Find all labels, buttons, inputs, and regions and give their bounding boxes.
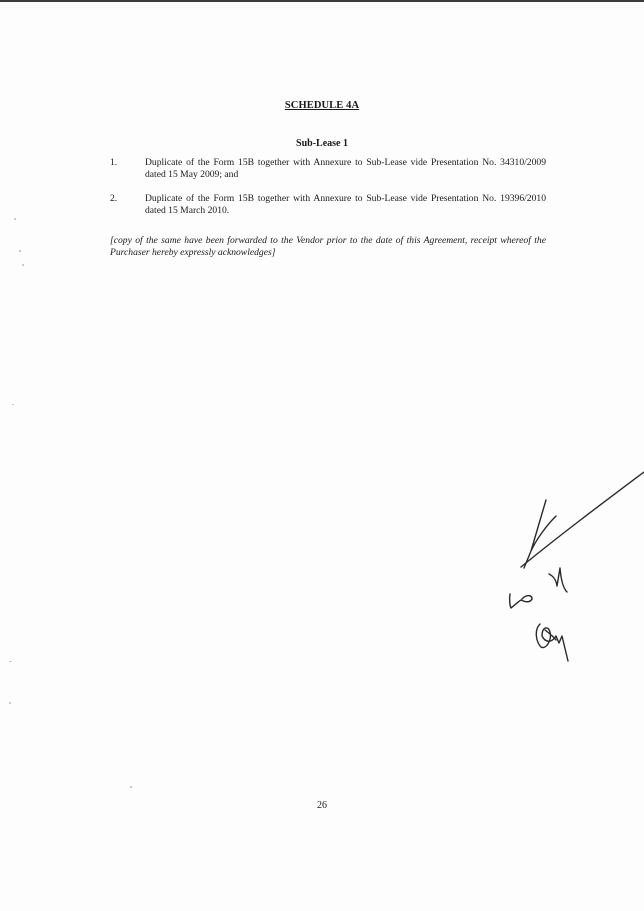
list-item-text: Duplicate of the Form 15B together with Annexure to Sub-Lease vide Presentation No. 19396/2010 dated 15 March 2010. bbox=[145, 193, 546, 216]
page-number: 26 bbox=[317, 800, 327, 811]
list-item bbox=[110, 193, 546, 216]
list-item-number: 1. bbox=[110, 157, 118, 168]
signature-stroke-long bbox=[521, 472, 644, 567]
list-item bbox=[110, 157, 546, 180]
scan-speck bbox=[9, 661, 12, 662]
page-top-edge bbox=[0, 0, 644, 2]
scan-speck bbox=[19, 250, 21, 252]
scan-speck bbox=[14, 218, 16, 220]
signature-initial-n bbox=[549, 568, 567, 592]
acknowledgement-note: [copy of the same have been forwarded to the Vendor prior to the date of this Agreement, receipt whereof the Purchaser hereby expressly acknowledges] bbox=[110, 235, 546, 258]
schedule-title: SCHEDULE 4A bbox=[284, 100, 360, 111]
signature-initial-lo bbox=[510, 594, 532, 608]
list-item-number: 2. bbox=[110, 193, 118, 204]
scan-speck bbox=[130, 786, 132, 788]
section-title: Sub-Lease 1 bbox=[296, 138, 348, 149]
list-item-text: Duplicate of the Form 15B together with Annexure to Sub-Lease vide Presentation No. 34310/2009 dated 15 May 2009; and bbox=[145, 157, 546, 180]
scan-speck bbox=[9, 702, 11, 704]
scan-speck bbox=[12, 404, 14, 405]
signature-initial-check bbox=[524, 500, 556, 568]
scan-speck bbox=[22, 264, 24, 266]
sub-lease-list bbox=[110, 157, 546, 229]
signature-initial-scribble bbox=[536, 624, 568, 661]
